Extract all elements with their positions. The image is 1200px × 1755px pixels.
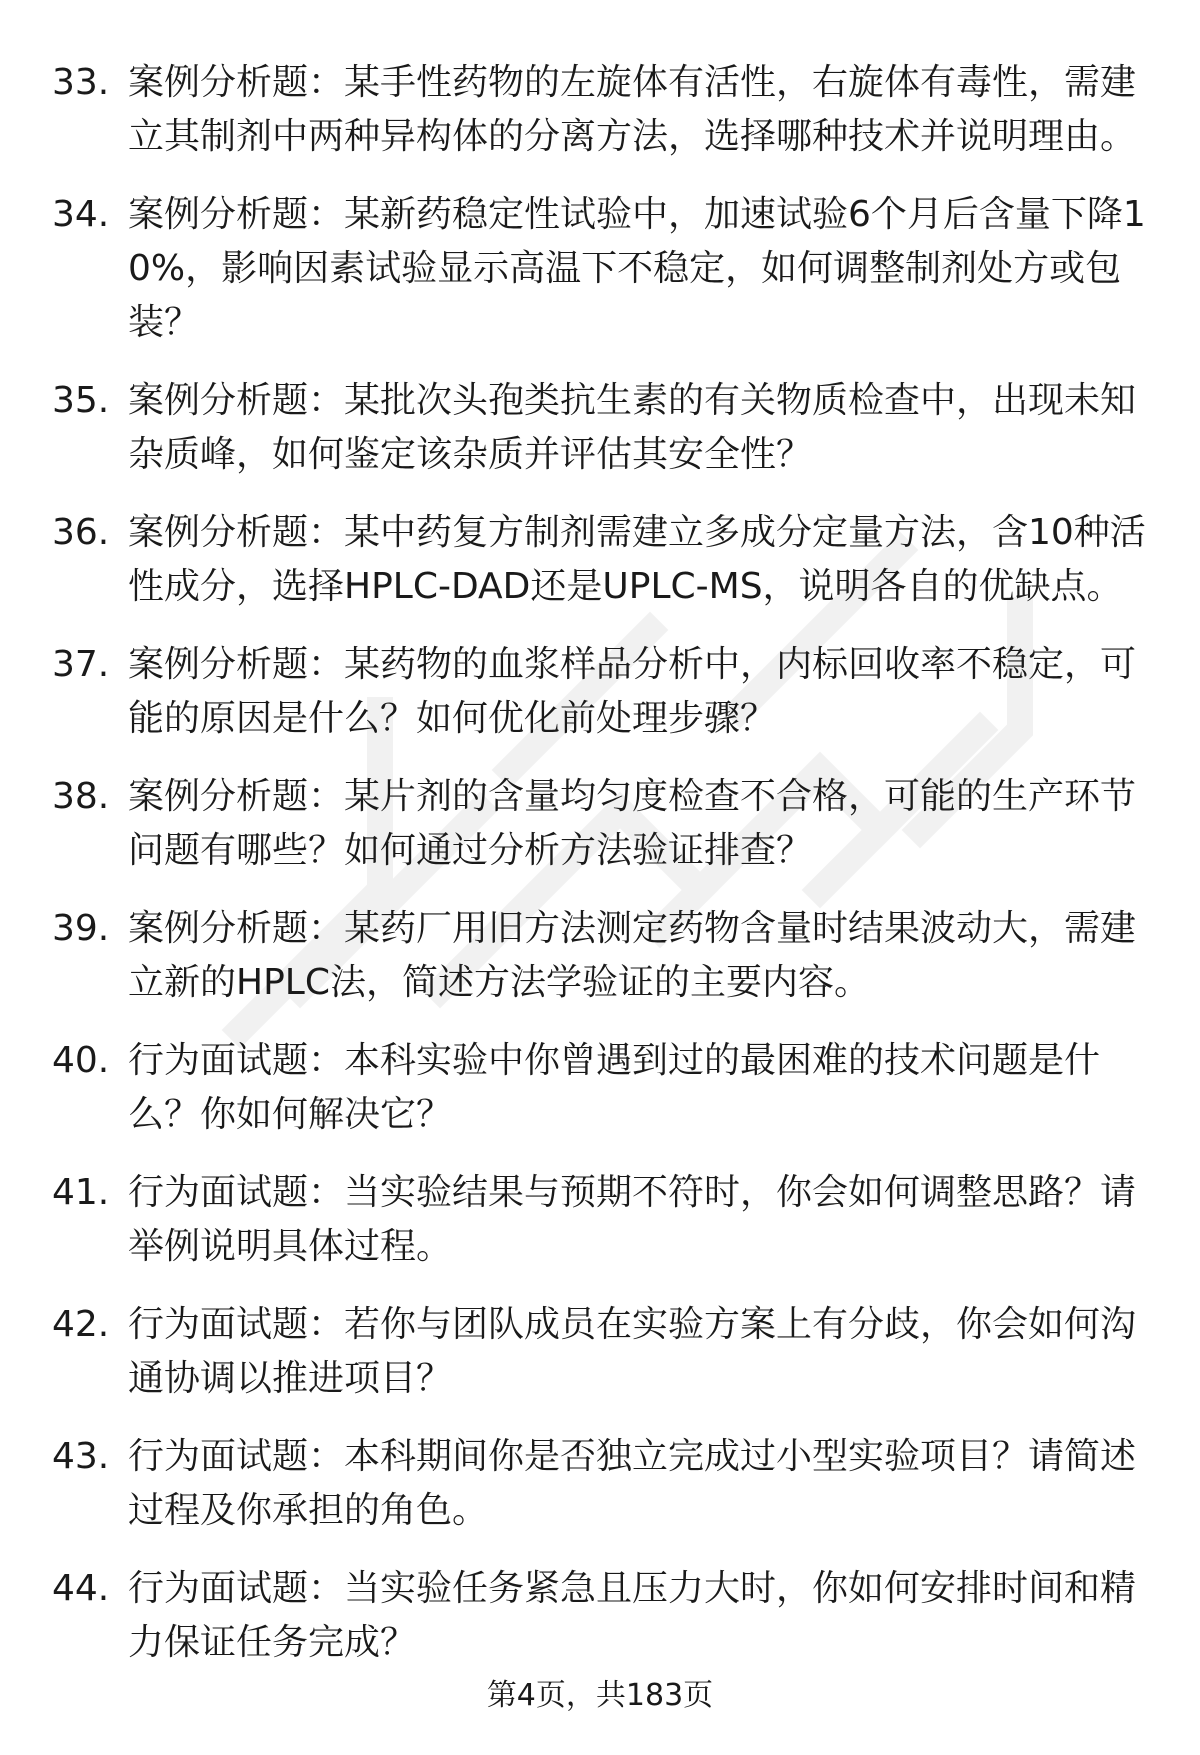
question-number: 37. — [52, 644, 110, 685]
question-text: 案例分析题：某中药复方制剂需建立多成分定量方法，含10种活性成分，选择HPLC-DAD还是UPLC-MS，说明各自的优缺点。 — [128, 512, 1146, 607]
question-number: 43. — [52, 1436, 110, 1477]
question-item — [52, 638, 1152, 746]
question-item — [52, 1430, 1152, 1538]
question-item — [52, 902, 1152, 1010]
question-number: 33. — [52, 62, 110, 103]
question-number: 35. — [52, 380, 110, 421]
question-number: 38. — [52, 776, 110, 817]
question-text: 案例分析题：某新药稳定性试验中，加速试验6个月后含量下降10%，影响因素试验显示高温下不稳定，如何调整制剂处方或包装？ — [128, 194, 1146, 343]
question-number: 34. — [52, 194, 110, 235]
question-text: 案例分析题：某批次头孢类抗生素的有关物质检查中，出现未知杂质峰，如何鉴定该杂质并评估其安全性？ — [128, 380, 1137, 475]
question-item — [52, 506, 1152, 614]
question-number: 36. — [52, 512, 110, 553]
question-text: 案例分析题：某药厂用旧方法测定药物含量时结果波动大，需建立新的HPLC法，简述方法学验证的主要内容。 — [128, 908, 1137, 1003]
question-item — [52, 1166, 1152, 1274]
question-number: 42. — [52, 1304, 110, 1345]
question-text: 案例分析题：某药物的血浆样品分析中，内标回收率不稳定，可能的原因是什么？如何优化前处理步骤？ — [128, 644, 1137, 739]
question-item — [52, 374, 1152, 482]
question-text: 案例分析题：某手性药物的左旋体有活性，右旋体有毒性，需建立其制剂中两种异构体的分离方法，选择哪种技术并说明理由。 — [128, 62, 1137, 157]
question-text: 行为面试题：当实验结果与预期不符时，你会如何调整思路？请举例说明具体过程。 — [128, 1172, 1137, 1267]
question-item — [52, 56, 1152, 164]
question-item — [52, 1298, 1152, 1406]
question-list — [52, 56, 1152, 1694]
question-text: 行为面试题：本科期间你是否独立完成过小型实验项目？请简述过程及你承担的角色。 — [128, 1436, 1137, 1531]
question-text: 行为面试题：本科实验中你曾遇到过的最困难的技术问题是什么？你如何解决它？ — [128, 1040, 1101, 1135]
question-item — [52, 188, 1152, 350]
question-item — [52, 1562, 1152, 1670]
question-text: 行为面试题：若你与团队成员在实验方案上有分歧，你会如何沟通协调以推进项目？ — [128, 1304, 1137, 1399]
question-number: 44. — [52, 1568, 110, 1609]
question-text: 行为面试题：当实验任务紧急且压力大时，你如何安排时间和精力保证任务完成？ — [128, 1568, 1137, 1663]
question-text: 案例分析题：某片剂的含量均匀度检查不合格，可能的生产环节问题有哪些？如何通过分析方法验证排查？ — [128, 776, 1137, 871]
page-number-footer: 第4页，共183页 — [486, 1678, 714, 1713]
question-number: 39. — [52, 908, 110, 949]
question-item — [52, 1034, 1152, 1142]
question-number: 41. — [52, 1172, 110, 1213]
question-item — [52, 770, 1152, 878]
question-number: 40. — [52, 1040, 110, 1081]
